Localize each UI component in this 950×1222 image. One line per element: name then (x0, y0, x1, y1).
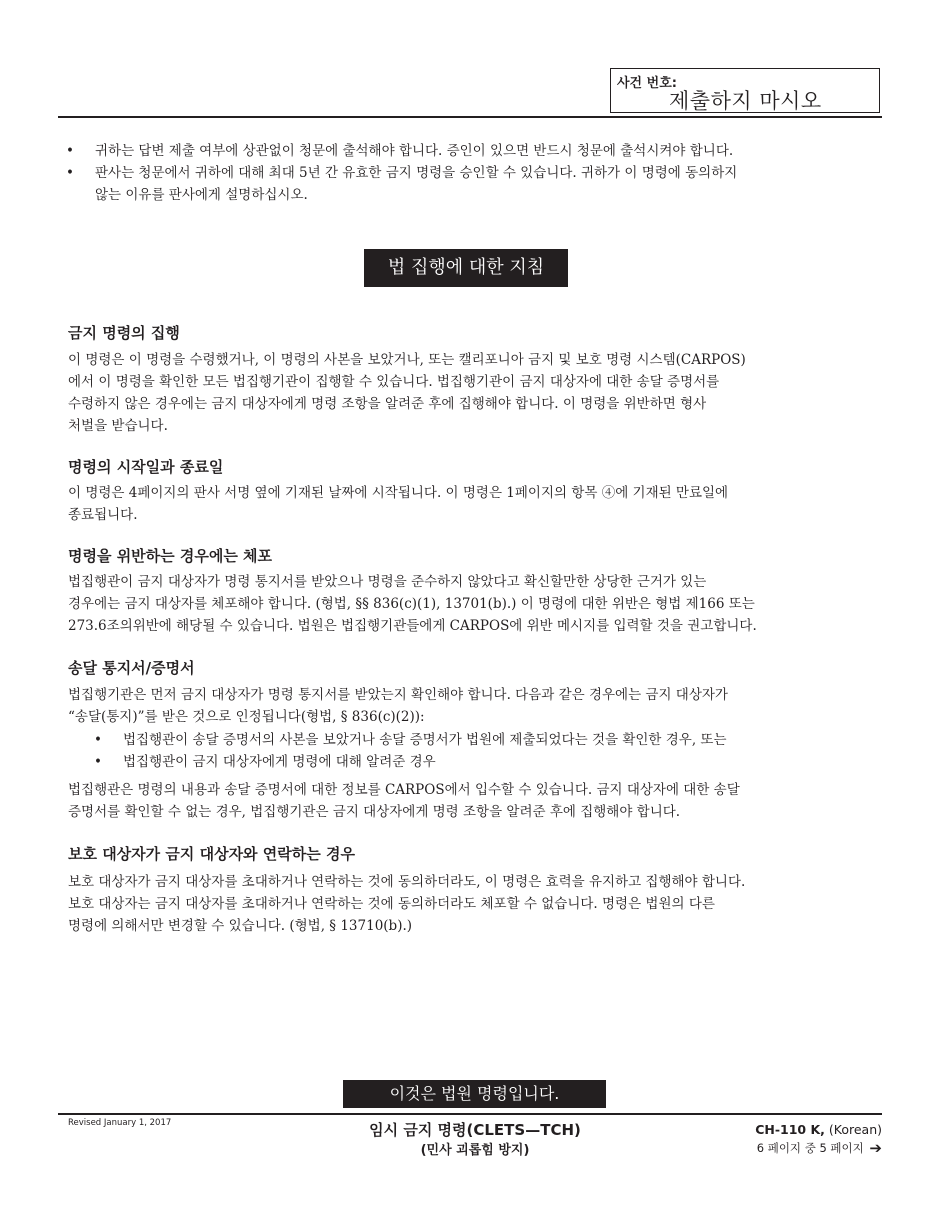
bullet-dot: • (66, 143, 74, 159)
next-page-arrow-icon: ➔ (869, 1139, 882, 1157)
page-indicator (757, 1139, 882, 1157)
paragraph-line: “송달(통지)”를 받은 것으로 인정됩니다(형법, § 836(c)(2)): (68, 709, 425, 725)
paragraph-line: 보호 대상자는 금지 대상자를 초대하거나 연락하는 것에 동의하더라도 체포할 수 없습니다. 명령은 법원의 다른 (68, 896, 715, 912)
dates-paragraph (68, 482, 878, 526)
paragraph-line: 법집행관은 명령의 내용과 송달 증명서에 대한 정보를 CARPOS에서 입수할 수 있습니다. 금지 대상자에 대한 송달 (68, 782, 740, 798)
hearing-bullets (66, 140, 875, 206)
form-number-code: CH-110 K, (755, 1122, 825, 1137)
court-order-banner: 이것은 법원 명령입니다. (343, 1080, 606, 1108)
bullet-text: 법집행관이 송달 증명서의 사본을 보았거나 송달 증명서가 법원에 제출되었다는 것을 확인한 경우, 또는 (123, 732, 727, 748)
contact-heading: 보호 대상자가 금지 대상자와 연락하는 경우 (68, 845, 355, 863)
paragraph-line: 처벌을 받습니다. (68, 418, 168, 434)
bullet-item (94, 751, 727, 773)
dates-heading: 명령의 시작일과 종료일 (68, 458, 224, 476)
paragraph-line: 증명서를 확인할 수 없는 경우, 법집행기관은 금지 대상자에게 명령 조항을 알려준 후에 집행해야 합니다. (68, 804, 681, 820)
paragraph-line: 수령하지 않은 경우에는 금지 대상자에게 명령 조항을 알려준 후에 집행해야 합니다. 이 명령을 위반하면 형사 (68, 396, 707, 412)
paragraph-line: 이 명령은 이 명령을 수령했거나, 이 명령의 사본을 보았거나, 또는 캘리포니아 금지 및 보호 명령 시스템(CARPOS) (68, 352, 746, 368)
service-after-paragraph (68, 779, 878, 823)
paragraph-line: 법집행관이 금지 대상자가 명령 통지서를 받았으나 명령을 준수하지 않았다고 확신할만한 상당한 근거가 있는 (68, 574, 707, 590)
bullet-item (94, 729, 727, 751)
form-title: 임시 금지 명령(CLETS—TCH) (369, 1121, 581, 1139)
enforcement-heading: 금지 명령의 집행 (68, 324, 180, 342)
arrest-heading: 명령을 위반하는 경우에는 체포 (68, 547, 273, 565)
bullet-line: 귀하는 답변 제출 여부에 상관없이 청문에 출석해야 합니다. 증인이 있으면 반드시 청문에 출석시켜야 합니다. (95, 143, 734, 159)
paragraph-line: 명령에 의해서만 변경할 수 있습니다. (형법, § 13710(b).) (68, 918, 413, 934)
bullet-line: 판사는 청문에서 귀하에 대해 최대 5년 간 유효한 금지 명령을 승인할 수 있습니다. 귀하가 이 명령에 동의하지 (95, 165, 738, 181)
enforcement-paragraph (68, 349, 878, 437)
service-heading: 송달 통지서/증명서 (68, 659, 195, 677)
contact-paragraph (68, 871, 878, 937)
service-bullets (94, 729, 727, 773)
section-title: 법 집행에 대한 지침 (364, 249, 568, 287)
case-number-label: 사건 번호: (617, 76, 677, 91)
paragraph-line: 보호 대상자가 금지 대상자를 초대하거나 연락하는 것에 동의하더라도, 이 명령은 효력을 유지하고 집행해야 합니다. (68, 874, 746, 890)
header-rule (58, 116, 882, 118)
bullet-line: 않는 이유를 판사에게 설명하십시오. (95, 187, 308, 203)
form-number (755, 1122, 882, 1137)
bullet-item (66, 140, 875, 162)
revision-date: Revised January 1, 2017 (68, 1118, 172, 1128)
paragraph-line: 경우에는 금지 대상자를 체포해야 합니다. (형법, §§ 836(c)(1), 13701(b).) 이 명령에 대한 위반은 형법 제166 또는 (68, 596, 755, 612)
paragraph-line: 에서 이 명령을 확인한 모든 법집행기관이 집행할 수 있습니다. 법집행기관이 금지 대상자에 대한 송달 증명서를 (68, 374, 720, 390)
footer-rule (58, 1113, 882, 1115)
bullet-item (66, 162, 875, 206)
paragraph-line: 273.6조의위반에 해당될 수 있습니다. 법원은 법집행기관들에게 CARPOS에 위반 메시지를 입력할 것을 권고합니다. (68, 618, 757, 634)
form-language: (Korean) (828, 1122, 882, 1137)
page-indicator-text: 6 페이지 중 5 페이지 (756, 1141, 864, 1155)
paragraph-line: 법집행기관은 먼저 금지 대상자가 명령 통지서를 받았는지 확인해야 합니다. 다음과 같은 경우에는 금지 대상자가 (68, 687, 728, 703)
bullet-dot: • (94, 754, 102, 770)
case-number-value: 제출하지 마시오 (669, 89, 822, 113)
arrest-paragraph (68, 571, 878, 637)
paragraph-line: 종료됩니다. (68, 507, 138, 523)
paragraph-line: 이 명령은 4페이지의 판사 서명 옆에 기재된 날짜에 시작됩니다. 이 명령은 1페이지의 항목 ④에 기재된 만료일에 (68, 485, 729, 501)
service-paragraph (68, 684, 878, 728)
bullet-text: 법집행관이 금지 대상자에게 명령에 대해 알려준 경우 (123, 754, 436, 770)
bullet-dot: • (66, 165, 74, 181)
case-number-box (610, 68, 880, 113)
form-subtitle: (민사 괴롭힘 방지) (420, 1143, 530, 1158)
bullet-dot: • (94, 732, 102, 748)
